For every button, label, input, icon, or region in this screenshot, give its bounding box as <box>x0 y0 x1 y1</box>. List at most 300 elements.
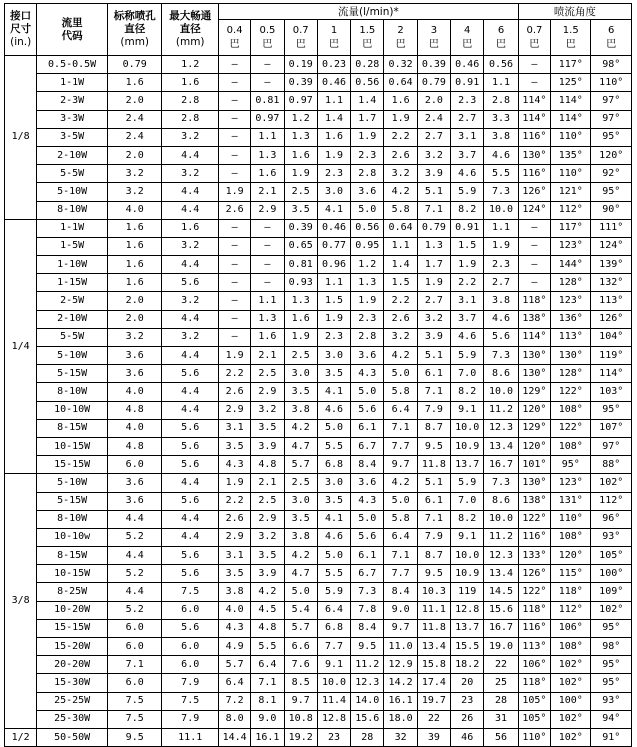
table-cell: 6.4 <box>384 401 417 419</box>
table-cell: 4.6 <box>484 310 518 328</box>
table-cell: 5.8 <box>384 383 417 401</box>
table-row <box>5 56 632 74</box>
nozzle-spec-table <box>4 3 632 747</box>
table-cell: 97° <box>591 110 632 128</box>
table-cell: 5.9 <box>451 347 484 365</box>
pressure-value: 2 <box>397 24 404 36</box>
table-cell: 0.56 <box>484 56 518 74</box>
table-row <box>5 110 632 128</box>
table-cell: 119° <box>591 347 632 365</box>
table-cell: 118° <box>551 583 591 601</box>
flow-pressure-header <box>218 20 250 56</box>
flow-code-cell: 10-15W <box>37 437 108 455</box>
table-cell: 4.1 <box>317 201 350 219</box>
table-cell: – <box>218 74 250 92</box>
table-cell: 2.2 <box>218 492 250 510</box>
table-cell: 4.8 <box>251 456 284 474</box>
table-cell: 3.7 <box>451 310 484 328</box>
table-cell: 6.7 <box>351 437 384 455</box>
table-cell: 131° <box>551 492 591 510</box>
table-cell: 10.0 <box>484 510 518 528</box>
pressure-value: 0.7 <box>292 24 309 36</box>
table-cell: 0.46 <box>317 219 350 237</box>
table-cell: 116° <box>518 165 550 183</box>
table-cell: 4.2 <box>384 474 417 492</box>
flow-code-cell: 3-3W <box>37 110 108 128</box>
table-cell: 3.3 <box>484 110 518 128</box>
table-cell: 31 <box>484 710 518 728</box>
table-cell: 5.7 <box>218 656 250 674</box>
table-cell: 0.95 <box>351 237 384 255</box>
table-cell: 95° <box>551 456 591 474</box>
table-cell: 16.7 <box>484 619 518 637</box>
flow-code-cell: 3-5W <box>37 128 108 146</box>
table-cell: 11.2 <box>351 656 384 674</box>
table-cell: 7.3 <box>484 474 518 492</box>
table-row <box>5 492 632 510</box>
table-cell: 2.6 <box>384 146 417 164</box>
table-cell: 5.1 <box>417 183 450 201</box>
table-cell: 2.7 <box>417 292 450 310</box>
table-cell: 3.0 <box>317 347 350 365</box>
table-cell: 8.0 <box>218 710 250 728</box>
table-cell: 20 <box>451 674 484 692</box>
table-cell: 117° <box>551 219 591 237</box>
table-cell: – <box>251 219 284 237</box>
table-cell: 10.0 <box>484 383 518 401</box>
table-cell: 4.2 <box>384 347 417 365</box>
table-cell: 2.0 <box>107 310 162 328</box>
table-cell: 120° <box>551 547 591 565</box>
table-row <box>5 183 632 201</box>
table-cell: 124° <box>591 237 632 255</box>
table-cell: 5.9 <box>317 583 350 601</box>
table-cell: 0.79 <box>417 74 450 92</box>
table-cell: 12.3 <box>484 547 518 565</box>
table-cell: 23 <box>451 692 484 710</box>
table-cell: 0.39 <box>417 56 450 74</box>
pressure-unit: 巴 <box>229 38 240 50</box>
table-cell: – <box>218 274 250 292</box>
table-cell: 105° <box>518 692 550 710</box>
table-cell: 113° <box>591 292 632 310</box>
table-cell: 17.4 <box>417 674 450 692</box>
table-cell: 91° <box>591 728 632 746</box>
table-cell: 0.65 <box>284 237 317 255</box>
table-cell: 3.6 <box>107 365 162 383</box>
table-cell: 3.1 <box>451 128 484 146</box>
table-cell: 6.0 <box>162 638 219 656</box>
table-cell: 4.6 <box>451 165 484 183</box>
table-cell: 0.96 <box>317 256 350 274</box>
table-cell: 3.6 <box>107 347 162 365</box>
table-cell: 4.4 <box>162 310 219 328</box>
table-cell: 14.5 <box>484 583 518 601</box>
table-cell: 7.1 <box>417 510 450 528</box>
table-cell: 4.6 <box>317 528 350 546</box>
table-cell: 2.6 <box>218 201 250 219</box>
table-cell: 5.7 <box>284 619 317 637</box>
table-cell: 95° <box>591 128 632 146</box>
table-cell: 95° <box>591 674 632 692</box>
table-row <box>5 328 632 346</box>
table-cell: 6.0 <box>107 456 162 474</box>
table-cell: 104° <box>591 328 632 346</box>
table-cell: 100° <box>591 565 632 583</box>
table-cell: 11.8 <box>417 619 450 637</box>
table-cell: 12.3 <box>484 419 518 437</box>
table-cell: 1.9 <box>284 165 317 183</box>
table-cell: 1.5 <box>384 274 417 292</box>
table-cell: 6.1 <box>417 492 450 510</box>
table-cell: 5.6 <box>162 547 219 565</box>
table-row <box>5 74 632 92</box>
table-cell: 128° <box>551 274 591 292</box>
table-cell: 121° <box>551 183 591 201</box>
table-cell: 5.4 <box>284 601 317 619</box>
flow-code-cell: 1-1W <box>37 74 108 92</box>
table-cell: 23 <box>317 728 350 746</box>
pressure-value: 0.4 <box>226 24 243 36</box>
table-cell: 5.9 <box>451 474 484 492</box>
table-cell: 7.7 <box>317 638 350 656</box>
table-cell: 4.1 <box>317 383 350 401</box>
table-cell: 130° <box>551 347 591 365</box>
table-cell: 2.3 <box>451 92 484 110</box>
table-cell: 1.1 <box>484 74 518 92</box>
table-cell: 5.5 <box>251 638 284 656</box>
table-cell: 11.0 <box>384 638 417 656</box>
table-cell: 0.19 <box>284 56 317 74</box>
table-cell: 0.46 <box>451 56 484 74</box>
table-cell: 6.1 <box>351 547 384 565</box>
table-cell: 10.0 <box>317 674 350 692</box>
table-cell: 0.93 <box>284 274 317 292</box>
interface-size-header: 接口 尺寸 (in.) <box>5 4 37 56</box>
table-cell: 15.6 <box>351 710 384 728</box>
table-cell: 2.4 <box>107 128 162 146</box>
table-cell: 4.4 <box>162 256 219 274</box>
table-cell: 117° <box>551 56 591 74</box>
table-row <box>5 146 632 164</box>
table-cell: 10.0 <box>451 419 484 437</box>
table-cell: 1.7 <box>417 256 450 274</box>
table-cell: 1.9 <box>351 292 384 310</box>
table-cell: 7.3 <box>484 183 518 201</box>
table-cell: 113° <box>518 638 550 656</box>
table-cell: 39 <box>417 728 450 746</box>
pressure-unit: 巴 <box>496 38 507 50</box>
table-cell: 2.6 <box>218 510 250 528</box>
pressure-value: 1.5 <box>359 24 376 36</box>
table-cell: 2.6 <box>218 383 250 401</box>
flow-code-cell: 5-15W <box>37 365 108 383</box>
table-cell: 130° <box>518 347 550 365</box>
table-cell: 2.5 <box>251 365 284 383</box>
table-cell: 2.9 <box>251 201 284 219</box>
table-cell: – <box>218 165 250 183</box>
table-cell: 110° <box>551 510 591 528</box>
pressure-unit: 巴 <box>395 38 406 50</box>
table-cell: 129° <box>518 419 550 437</box>
table-cell: 13.4 <box>484 565 518 583</box>
table-cell: 3.2 <box>251 528 284 546</box>
table-cell: 95° <box>591 619 632 637</box>
flow-code-cell: 50-50W <box>37 728 108 746</box>
table-cell: 1.4 <box>351 92 384 110</box>
pressure-value: 3 <box>430 24 438 36</box>
table-cell: 111° <box>591 219 632 237</box>
table-cell: 1.9 <box>351 128 384 146</box>
table-cell: 9.5 <box>417 437 450 455</box>
table-cell: – <box>218 219 250 237</box>
table-cell: 2.5 <box>284 474 317 492</box>
table-cell: 102° <box>591 601 632 619</box>
table-cell: 120° <box>518 437 550 455</box>
table-cell: 14.0 <box>351 692 384 710</box>
table-cell: 1.6 <box>107 237 162 255</box>
table-cell: 126° <box>518 565 550 583</box>
table-cell: 5.0 <box>384 365 417 383</box>
table-cell: 122° <box>551 419 591 437</box>
interface-size-cell: 3/8 <box>5 474 37 729</box>
table-cell: 2.5 <box>251 492 284 510</box>
flow-code-header: 流里 代码 <box>37 4 108 56</box>
table-cell: 11.1 <box>417 601 450 619</box>
table-cell: 2.0 <box>417 92 450 110</box>
table-row <box>5 419 632 437</box>
table-cell: 3.9 <box>251 565 284 583</box>
table-cell: 2.8 <box>162 110 219 128</box>
table-cell: 3.2 <box>384 165 417 183</box>
table-row <box>5 310 632 328</box>
table-cell: 2.0 <box>107 292 162 310</box>
table-cell: 110° <box>518 728 550 746</box>
table-cell: 7.1 <box>107 656 162 674</box>
flow-code-cell: 2-10W <box>37 146 108 164</box>
table-cell: 3.6 <box>107 492 162 510</box>
table-cell: 7.9 <box>417 401 450 419</box>
table-cell: 12.3 <box>351 674 384 692</box>
table-cell: 115° <box>551 565 591 583</box>
table-cell: 22 <box>484 656 518 674</box>
table-cell: 1.6 <box>107 274 162 292</box>
table-cell: 3.8 <box>284 528 317 546</box>
table-cell: 4.2 <box>251 583 284 601</box>
table-cell: 4.4 <box>162 347 219 365</box>
table-row <box>5 674 632 692</box>
table-cell: 28 <box>484 692 518 710</box>
table-cell: 2.2 <box>384 128 417 146</box>
table-cell: 120° <box>518 401 550 419</box>
table-cell: 3.7 <box>451 146 484 164</box>
table-cell: 3.2 <box>162 292 219 310</box>
flow-code-cell: 8-15W <box>37 547 108 565</box>
table-cell: 1.9 <box>218 347 250 365</box>
table-cell: 5.2 <box>107 565 162 583</box>
table-cell: 2.8 <box>484 92 518 110</box>
table-cell: 8.5 <box>284 674 317 692</box>
table-cell: 125° <box>551 74 591 92</box>
table-cell: 5.6 <box>484 328 518 346</box>
flow-code-cell: 10-15W <box>37 565 108 583</box>
table-cell: 3.8 <box>484 128 518 146</box>
table-cell: 9.0 <box>384 601 417 619</box>
table-cell: 4.1 <box>317 510 350 528</box>
table-cell: 5.6 <box>162 565 219 583</box>
table-cell: 4.7 <box>284 437 317 455</box>
table-cell: 1.1 <box>317 92 350 110</box>
table-row <box>5 201 632 219</box>
table-cell: 4.3 <box>351 365 384 383</box>
table-cell: 1.6 <box>251 328 284 346</box>
table-cell: 1.6 <box>162 74 219 92</box>
table-cell: 114° <box>551 110 591 128</box>
flow-code-cell: 8-10W <box>37 510 108 528</box>
table-cell: 6.8 <box>317 456 350 474</box>
table-cell: 1.2 <box>284 110 317 128</box>
table-cell: 0.64 <box>384 74 417 92</box>
table-cell: 8.6 <box>484 365 518 383</box>
flow-code-cell: 5-5W <box>37 328 108 346</box>
table-cell: 3.6 <box>351 474 384 492</box>
table-cell: 2.9 <box>251 383 284 401</box>
table-cell: – <box>251 256 284 274</box>
table-cell: 9.7 <box>384 456 417 474</box>
table-row <box>5 274 632 292</box>
table-cell: 4.4 <box>162 183 219 201</box>
table-cell: 19.2 <box>284 728 317 746</box>
table-cell: 1.4 <box>317 110 350 128</box>
table-cell: 2.4 <box>417 110 450 128</box>
table-cell: 3.6 <box>107 474 162 492</box>
table-cell: 5.6 <box>162 437 219 455</box>
table-cell: 2.6 <box>384 310 417 328</box>
flow-code-cell: 10-10w <box>37 528 108 546</box>
table-cell: – <box>518 219 550 237</box>
table-cell: 2.7 <box>484 274 518 292</box>
table-cell: 7.0 <box>451 365 484 383</box>
table-cell: 4.0 <box>107 383 162 401</box>
flow-code-cell: 5-5W <box>37 165 108 183</box>
flow-code-cell: 20-20W <box>37 656 108 674</box>
flow-pressure-header <box>384 20 417 56</box>
pressure-value: 6 <box>497 24 505 36</box>
table-cell: 1.3 <box>284 128 317 146</box>
table-cell: 119 <box>451 583 484 601</box>
table-cell: 12.8 <box>451 601 484 619</box>
pressure-unit: 巴 <box>428 38 439 50</box>
flow-code-cell: 25-25W <box>37 692 108 710</box>
table-cell: 5.6 <box>162 419 219 437</box>
table-cell: 3.2 <box>162 237 219 255</box>
flow-code-cell: 1-10W <box>37 256 108 274</box>
table-cell: 3.2 <box>107 165 162 183</box>
table-cell: 19.7 <box>417 692 450 710</box>
table-cell: 10.9 <box>451 437 484 455</box>
table-cell: 0.91 <box>451 219 484 237</box>
table-cell: 123° <box>551 237 591 255</box>
table-cell: 5.0 <box>351 201 384 219</box>
table-cell: 5.0 <box>284 583 317 601</box>
table-cell: 0.32 <box>384 56 417 74</box>
table-cell: 1.7 <box>351 110 384 128</box>
table-cell: – <box>518 256 550 274</box>
table-cell: 144° <box>551 256 591 274</box>
table-cell: 11.1 <box>162 728 219 746</box>
table-cell: 5.2 <box>107 528 162 546</box>
table-cell: 7.7 <box>384 437 417 455</box>
table-cell: 88° <box>591 456 632 474</box>
table-cell: 1.1 <box>251 292 284 310</box>
table-cell: 1.6 <box>162 219 219 237</box>
table-cell: 15.5 <box>451 638 484 656</box>
table-cell: 7.1 <box>417 383 450 401</box>
table-cell: 9.5 <box>107 728 162 746</box>
table-cell: 3.2 <box>162 328 219 346</box>
table-cell: 123° <box>551 292 591 310</box>
table-cell: 110° <box>591 74 632 92</box>
flow-pressure-header <box>351 20 384 56</box>
table-cell: 0.81 <box>251 92 284 110</box>
table-cell: 1.6 <box>317 128 350 146</box>
table-cell: 2.5 <box>284 347 317 365</box>
table-cell: 130° <box>518 365 550 383</box>
table-cell: 8.4 <box>351 456 384 474</box>
table-cell: 138° <box>518 492 550 510</box>
table-cell: 116° <box>518 128 550 146</box>
table-cell: 3.5 <box>317 365 350 383</box>
table-cell: 8.2 <box>451 383 484 401</box>
table-cell: 96° <box>591 510 632 528</box>
flow-pressure-header <box>451 20 484 56</box>
table-cell: 1.6 <box>107 74 162 92</box>
flow-pressure-header <box>317 20 350 56</box>
table-cell: 5.7 <box>284 456 317 474</box>
table-row <box>5 619 632 637</box>
table-cell: 128° <box>551 365 591 383</box>
flow-code-cell: 5-10W <box>37 347 108 365</box>
table-cell: 97° <box>591 92 632 110</box>
table-cell: 6.4 <box>384 528 417 546</box>
table-cell: – <box>218 110 250 128</box>
table-cell: 90° <box>591 201 632 219</box>
table-cell: 3.0 <box>317 183 350 201</box>
table-cell: 126° <box>518 183 550 201</box>
table-cell: 133° <box>518 547 550 565</box>
table-cell: 3.8 <box>484 292 518 310</box>
table-cell: 6.4 <box>317 601 350 619</box>
pressure-value: 0.5 <box>259 24 276 36</box>
table-cell: 3.9 <box>251 437 284 455</box>
table-cell: 2.9 <box>218 528 250 546</box>
table-cell: 2.7 <box>417 128 450 146</box>
table-row <box>5 638 632 656</box>
table-cell: 16.1 <box>384 692 417 710</box>
table-cell: 1.9 <box>218 183 250 201</box>
table-cell: 5.5 <box>317 565 350 583</box>
table-cell: 0.56 <box>351 74 384 92</box>
table-cell: 138° <box>518 310 550 328</box>
table-cell: 5.0 <box>351 510 384 528</box>
table-cell: 1.3 <box>351 274 384 292</box>
table-cell: 2.3 <box>484 256 518 274</box>
table-cell: 1.1 <box>384 237 417 255</box>
table-cell: 1.6 <box>107 256 162 274</box>
table-cell: 0.23 <box>317 56 350 74</box>
table-cell: 7.7 <box>384 565 417 583</box>
table-cell: 6.7 <box>351 565 384 583</box>
